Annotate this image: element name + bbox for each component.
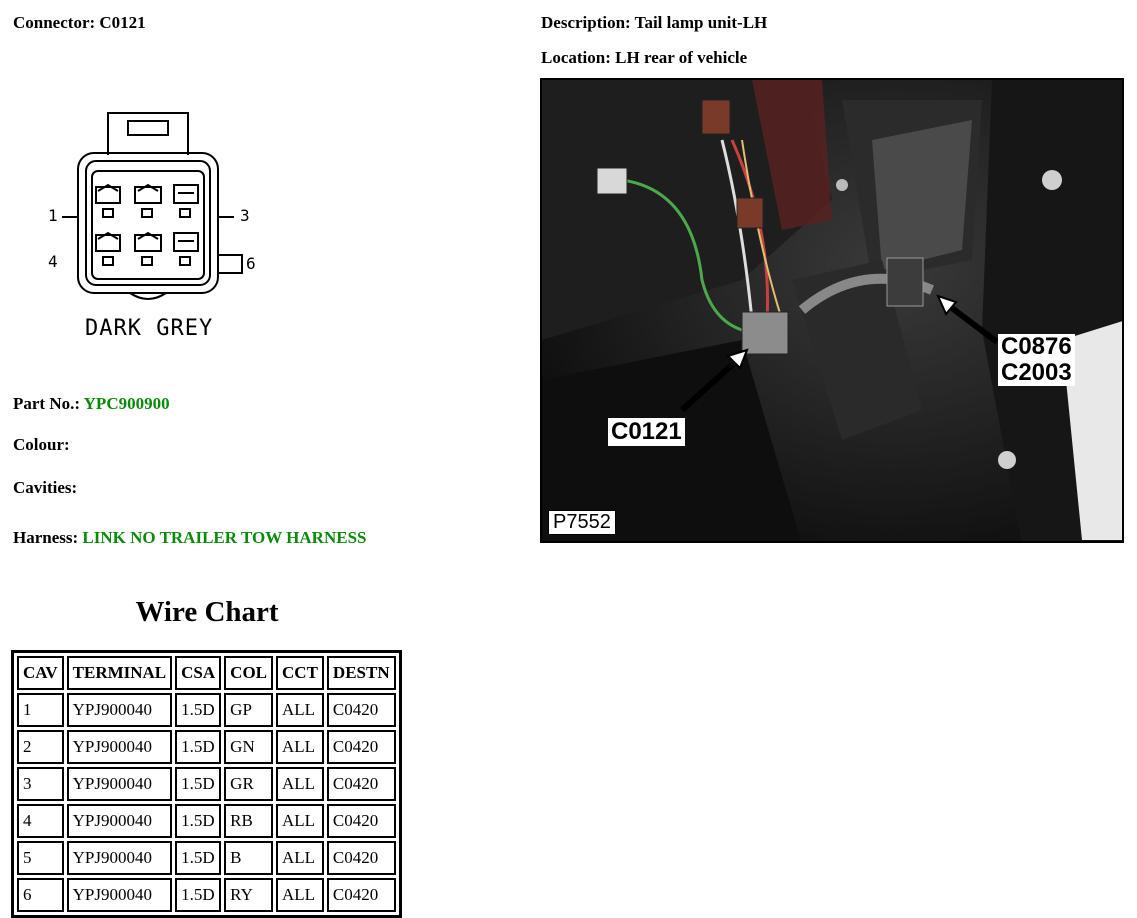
cell: YPJ900040 (67, 693, 173, 727)
cell: ALL (276, 804, 324, 838)
cell: YPJ900040 (67, 841, 173, 875)
col-cct: CCT (276, 656, 324, 690)
table-row (17, 804, 396, 838)
photo-scene (542, 80, 1124, 543)
harness-value: LINK NO TRAILER TOW HARNESS (82, 528, 367, 547)
col-terminal: TERMINAL (67, 656, 173, 690)
location-photo (540, 78, 1124, 543)
table-row (17, 730, 396, 764)
wire-chart-table (11, 650, 402, 918)
photo-id-label: P7552 (548, 510, 616, 535)
location-value: LH rear of vehicle (615, 48, 748, 67)
part-number-row (13, 394, 170, 414)
cell: C0420 (327, 841, 396, 875)
cell: GR (224, 767, 273, 801)
col-col: COL (224, 656, 273, 690)
harness-label: Harness: (13, 528, 79, 547)
pin-label-1: 1 (48, 206, 58, 225)
cell: ALL (276, 841, 324, 875)
cell: YPJ900040 (67, 804, 173, 838)
table-row (17, 841, 396, 875)
pin-label-4: 4 (48, 252, 58, 271)
connector-label: Connector: (13, 13, 96, 32)
cell: 2 (17, 730, 64, 764)
cell: 1.5D (175, 878, 221, 912)
col-destn: DESTN (327, 656, 396, 690)
cell: C0420 (327, 730, 396, 764)
connector-heading (13, 13, 146, 33)
cell: 1.5D (175, 767, 221, 801)
cell: YPJ900040 (67, 878, 173, 912)
cell: ALL (276, 878, 324, 912)
cell: 5 (17, 841, 64, 875)
col-cav: CAV (17, 656, 64, 690)
harness-row (13, 528, 366, 548)
cell: 1.5D (175, 841, 221, 875)
cell: 1.5D (175, 804, 221, 838)
callout-c2003: C2003 (1001, 359, 1072, 386)
table-header-row (17, 656, 396, 690)
table-row (17, 693, 396, 727)
cell: 1.5D (175, 730, 221, 764)
cell: C0420 (327, 767, 396, 801)
description-value: Tail lamp unit-LH (634, 13, 768, 32)
pin-label-3: 3 (240, 206, 250, 225)
cell: 6 (17, 878, 64, 912)
cell: YPJ900040 (67, 730, 173, 764)
pin-label-6: 6 (246, 254, 256, 273)
cell: ALL (276, 693, 324, 727)
cell: ALL (276, 767, 324, 801)
cell: GN (224, 730, 273, 764)
cell: B (224, 841, 273, 875)
callout-c0876-c2003 (998, 334, 1075, 386)
part-label: Part No.: (13, 394, 81, 413)
connector-value: C0121 (99, 13, 146, 32)
location-heading (541, 48, 747, 68)
cell: 1 (17, 693, 64, 727)
location-label: Location: (541, 48, 611, 67)
description-label: Description: (541, 13, 631, 32)
cell: YPJ900040 (67, 767, 173, 801)
table-row (17, 767, 396, 801)
wire-chart-title: Wire Chart (135, 596, 279, 628)
callout-c0876: C0876 (1001, 333, 1072, 360)
cell: RB (224, 804, 273, 838)
cavities-label: Cavities: (13, 478, 78, 497)
cell: C0420 (327, 878, 396, 912)
part-value: YPC900900 (83, 394, 170, 413)
connector-face-diagram (40, 105, 280, 315)
table-row (17, 878, 396, 912)
cell: 1.5D (175, 693, 221, 727)
cell: GP (224, 693, 273, 727)
cell: C0420 (327, 693, 396, 727)
col-csa: CSA (175, 656, 221, 690)
connector-color-label: DARK GREY (85, 316, 214, 341)
cell: 4 (17, 804, 64, 838)
cell: ALL (276, 730, 324, 764)
callout-c0121: C0121 (608, 418, 685, 446)
cell: 3 (17, 767, 64, 801)
description-heading (541, 13, 767, 33)
cell: C0420 (327, 804, 396, 838)
colour-label: Colour: (13, 435, 70, 454)
cell: RY (224, 878, 273, 912)
